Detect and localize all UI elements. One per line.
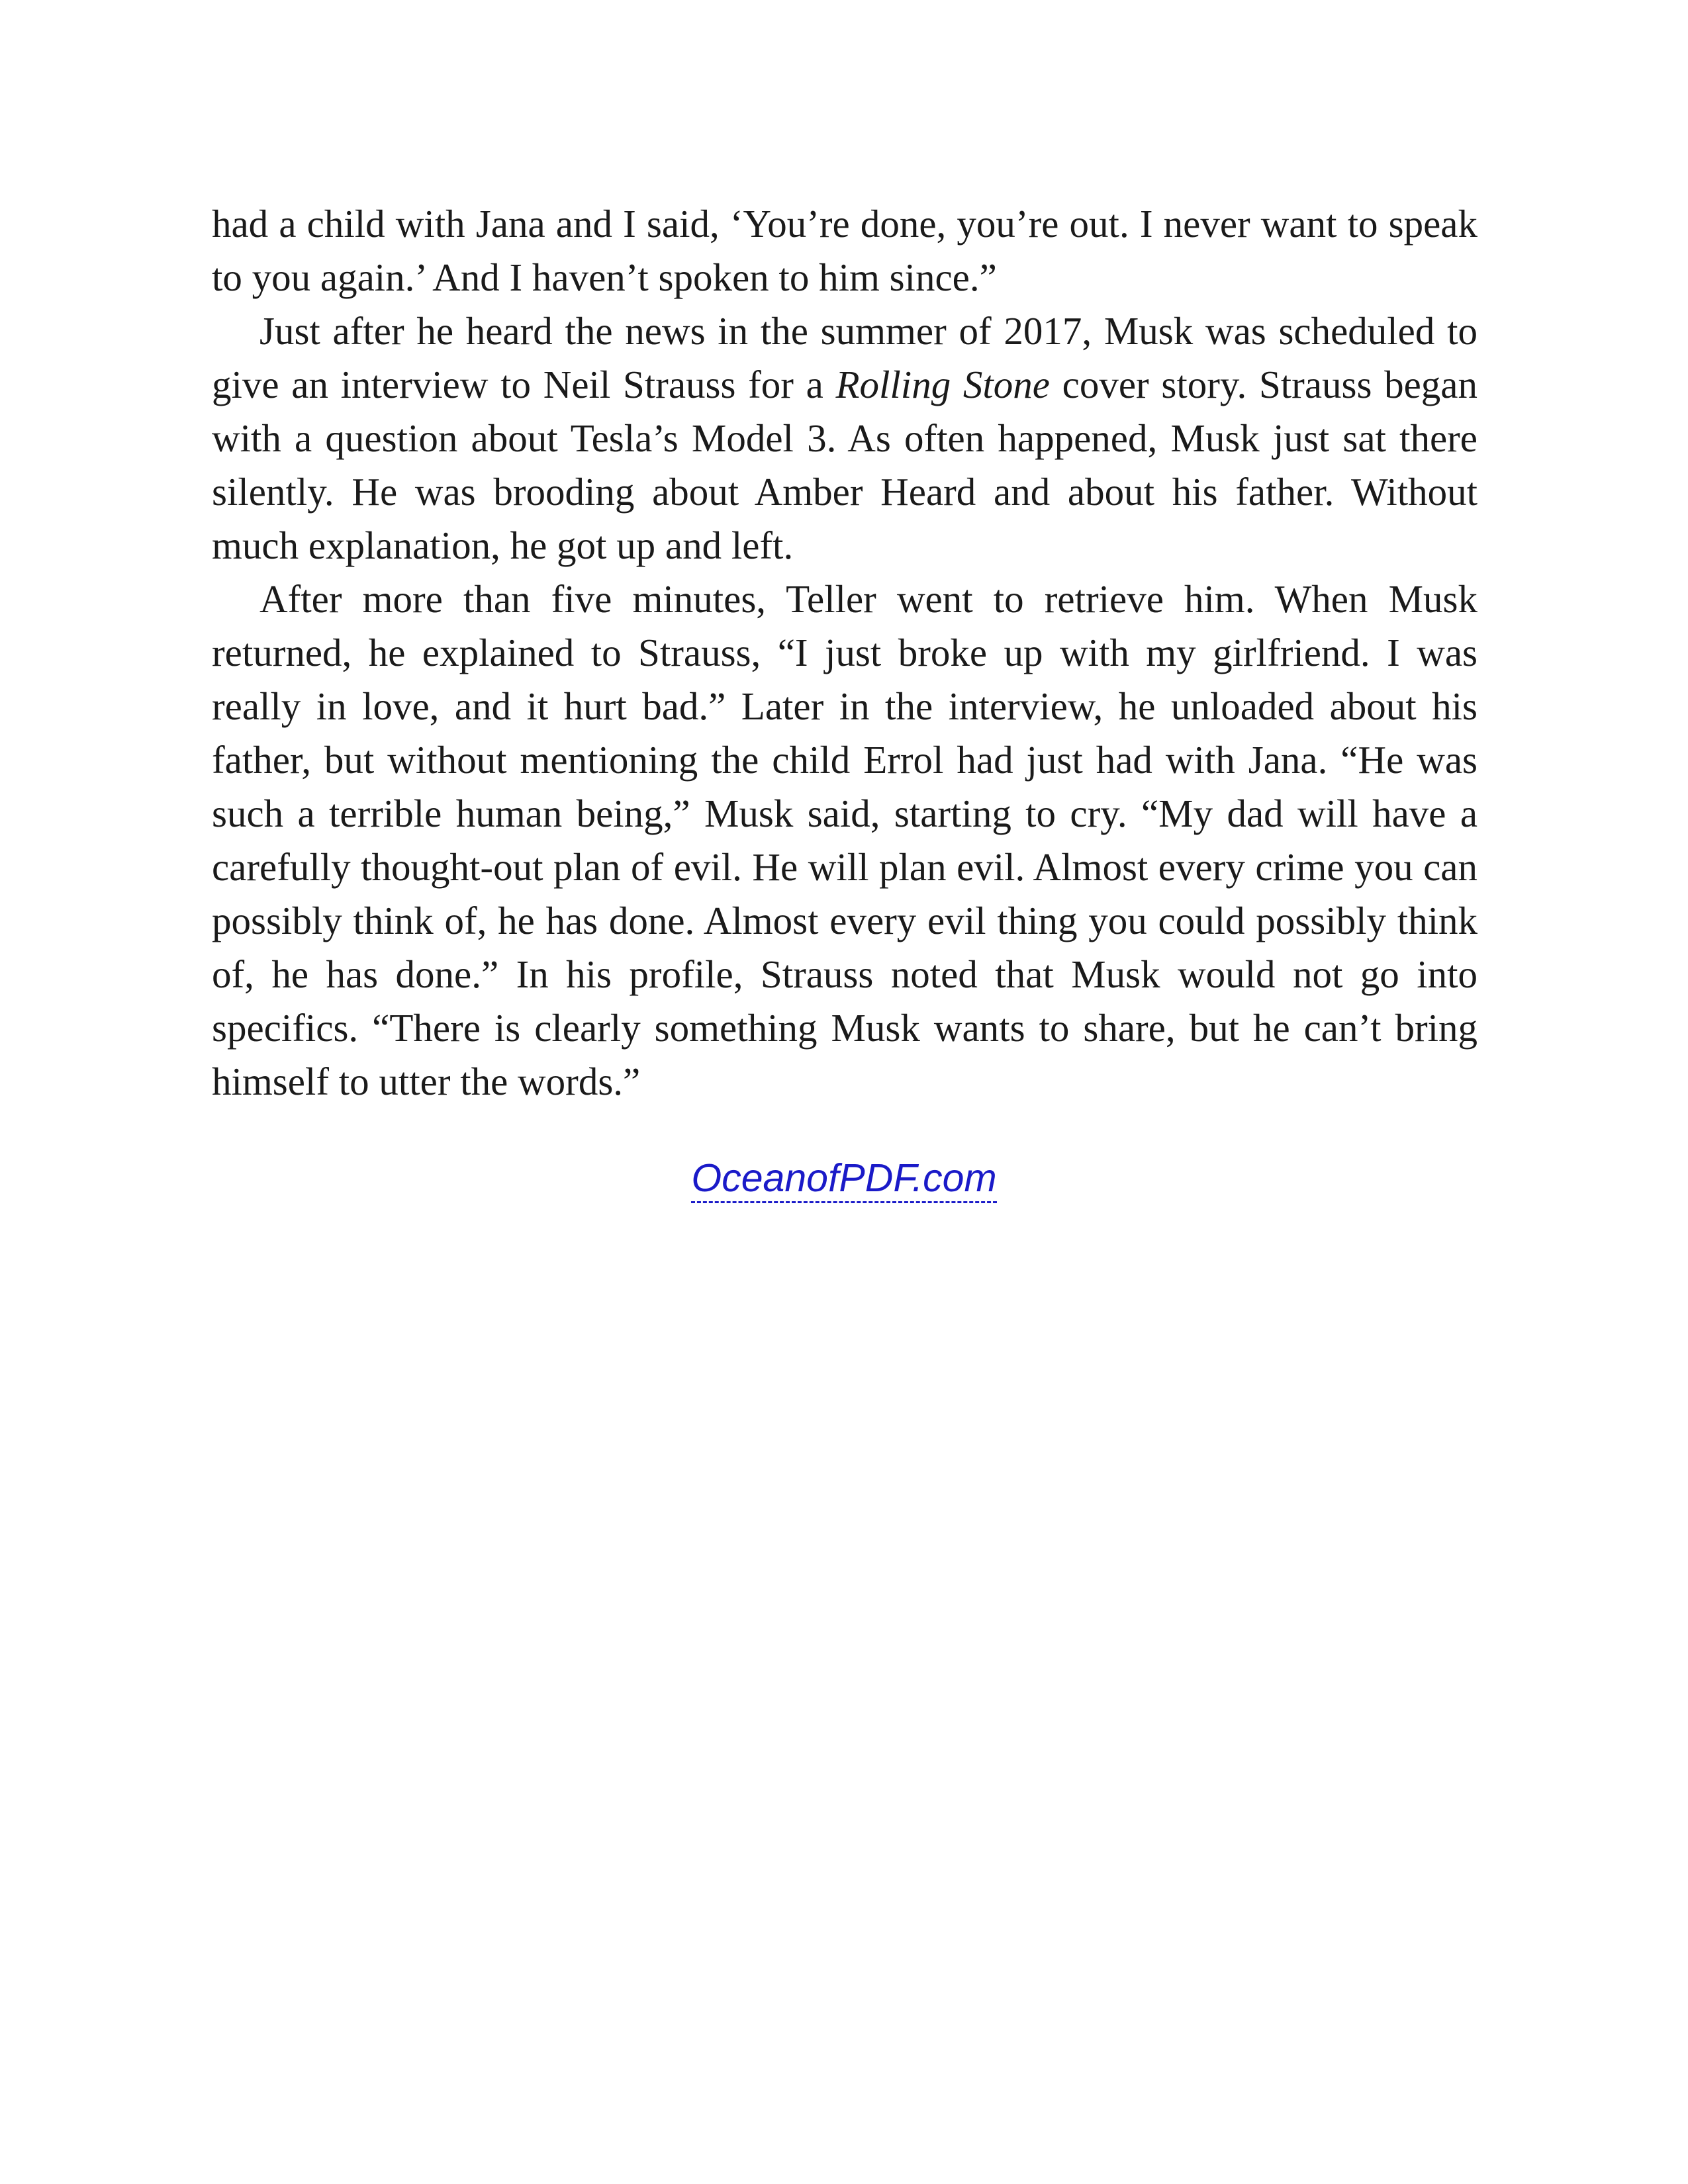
source-link[interactable]: OceanofPDF.com: [691, 1156, 996, 1203]
paragraph-3-text: After more than five minutes, Teller went to retrieve him. When Musk returned, he explained to Strauss, “I just broke up with my girlfriend. I was really in love, and it hurt bad.” Later in the interview, he unloaded about his father, but without mentioning the child Errol had just had with Jana. “He was such a terrible human being,” Musk said, starting to cry. “My dad will have a carefully thought-out plan of evil. He will plan evil. Almost every crime you can possibly think of, he has done. Almost every evil thing you could possibly think of, he has done.” In his profile, Strauss noted that Musk would not go into specifics. “There is clearly something Musk wants to share, but he can’t bring himself to utter the words.”: [212, 577, 1477, 1103]
body-text: [212, 197, 1477, 1109]
footer: [0, 1152, 1688, 1205]
paragraph-1-text: had a child with Jana and I said, ‘You’re done, you’re out. I never want to speak to you again.’ And I haven’t spoken to him since.”: [212, 202, 1477, 299]
paragraph-2-text-start: Just after he heard the news in the summer of 2017, Musk was scheduled to give an interview to Neil Strauss for a: [212, 309, 1477, 406]
paragraph-3: [212, 572, 1477, 1109]
paragraph-2-text-end: cover story. Strauss began with a question about Tesla’s Model 3. As often happened, Musk just sat there silently. He was brooding about Amber Heard and about his father. Without much explanation, he got up and left.: [212, 363, 1477, 567]
paragraph-1: [212, 197, 1477, 304]
magazine-title: Rolling Stone: [835, 363, 1050, 406]
paragraph-2: [212, 304, 1477, 572]
